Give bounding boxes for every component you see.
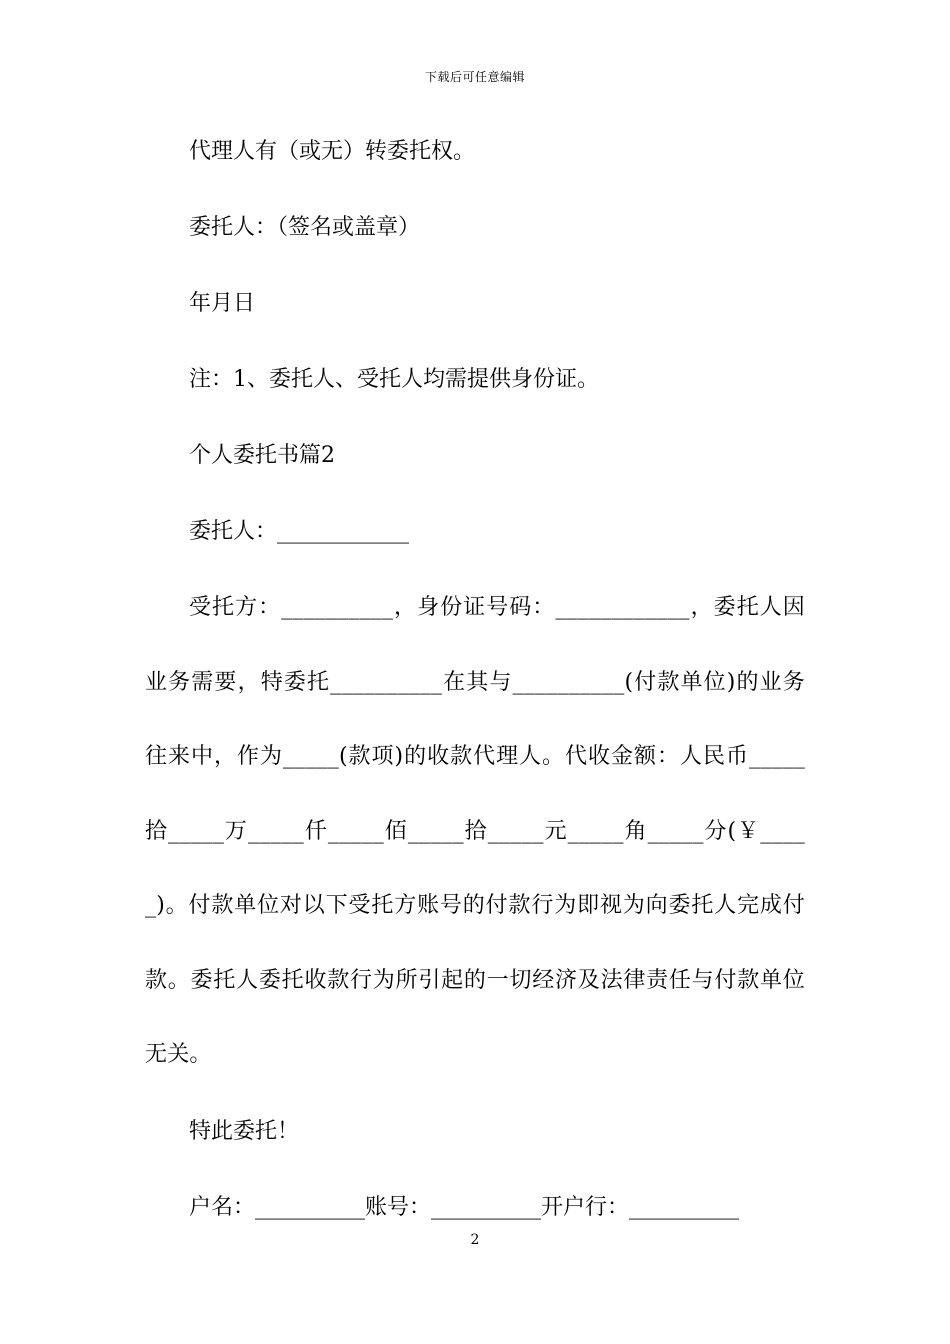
- paragraph-principal: 委托人：____________: [189, 519, 410, 544]
- paragraph-account-info: 户名：__________账号：__________开户行：__________: [189, 1194, 740, 1220]
- page-header: 下载后可任意编辑: [424, 70, 525, 84]
- document-body: [145, 132, 805, 1264]
- page-number: 2: [470, 1232, 480, 1248]
- section-heading: 个人委托书篇2: [189, 443, 335, 468]
- paragraph-note: 注：1、委托人、受托人均需提供身份证。: [189, 367, 599, 392]
- paragraph-subdelegation: 代理人有（或无）转委托权。: [189, 139, 476, 164]
- paragraph-main-body: 受托方：__________，身份证号码：____________，委托人因业务需要，特委托__________在其与__________(付款单位)的业务往来中，作为_____(款项)的收款代理人。代收金额：人民币_____拾_____万_____仟_____佰_____拾_____元_____角_____分(￥_____)。付款单位对以下受托方账号的付款行为即视为向委托人完成付款。委托人委托收款行为所引起的一切经济及法律责任与付款单位无关。: [145, 595, 805, 1067]
- paragraph-closing: 特此委托！: [189, 1118, 300, 1144]
- paragraph-principal-signature: 委托人：（签名或盖章）: [189, 215, 421, 240]
- paragraph-date: 年月日: [189, 291, 256, 316]
